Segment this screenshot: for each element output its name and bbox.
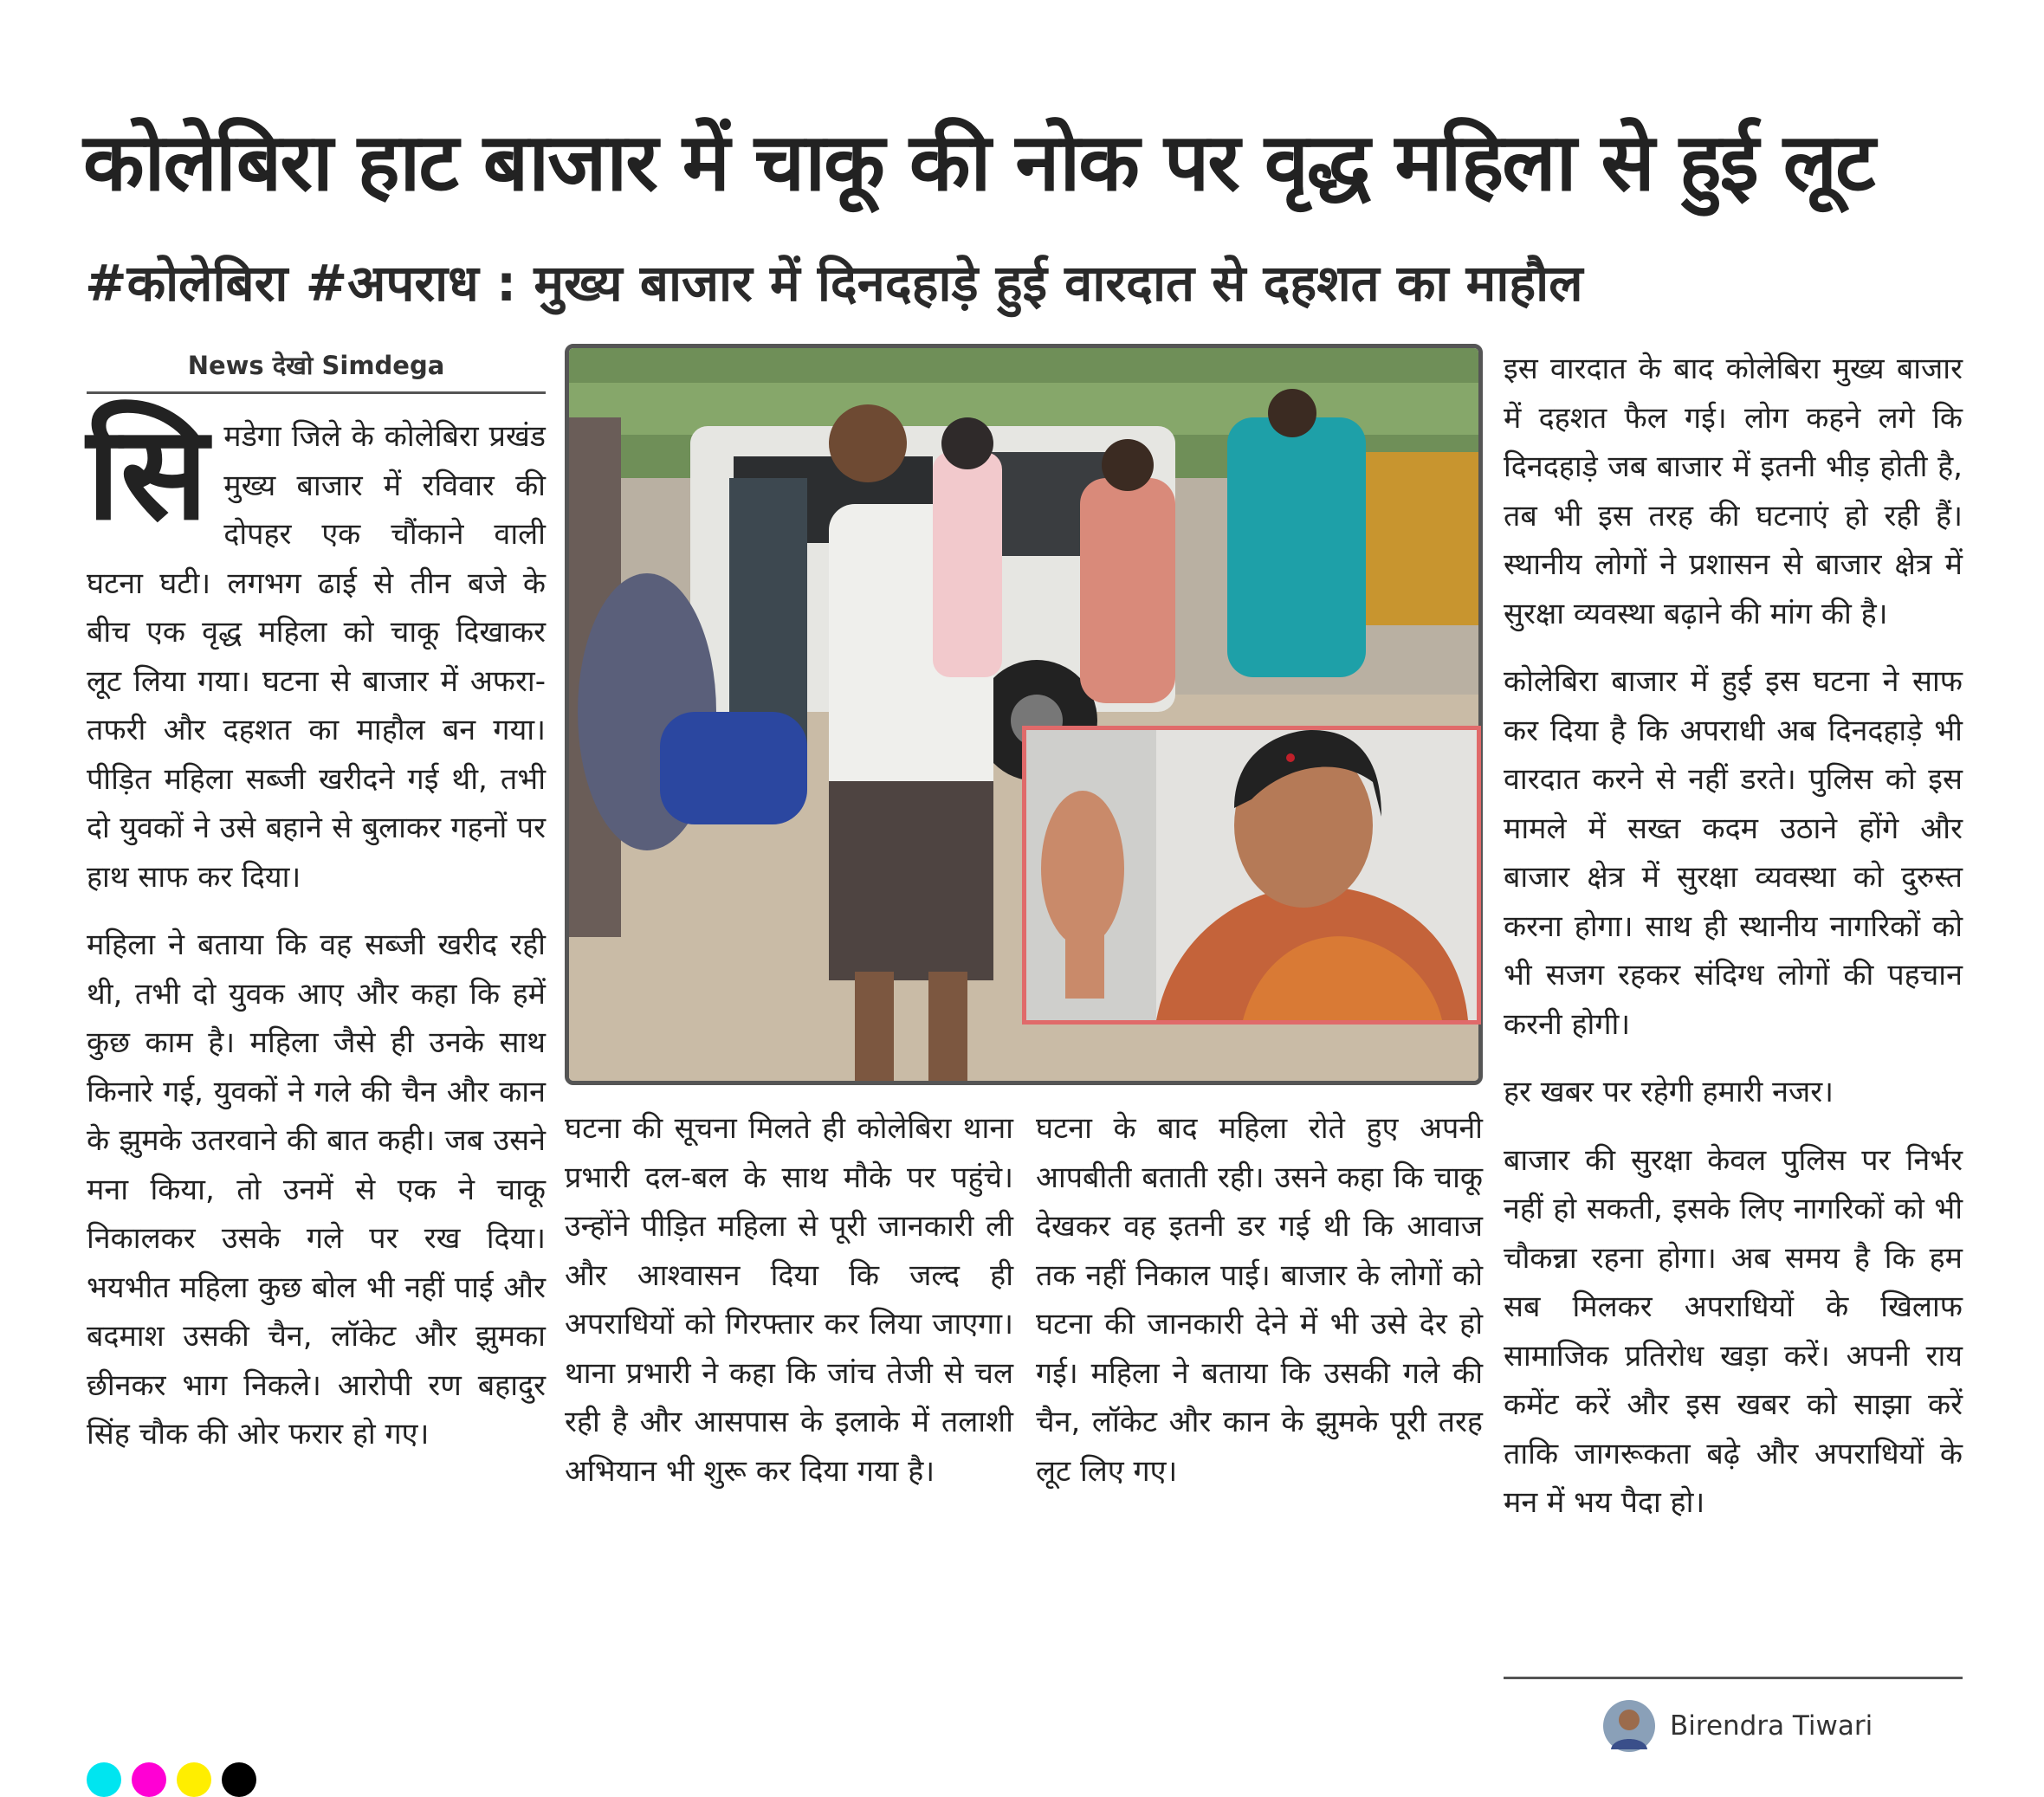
drop-cap: सि (87, 398, 209, 549)
author-divider (1504, 1677, 1963, 1679)
paragraph: हर खबर पर रहेगी हमारी नजर। (1504, 1075, 1834, 1109)
paragraph-text: मडेगा जिले के कोलेबिरा प्रखंड मुख्य बाजार में रविवार की दोपहर एक चौंकाने वाली घटना घटी। लगभग ढाई से तीन बजे के बीच एक वृद्ध महिला को चाकू दिखाकर लूट लिया गया। घटना से बाजार में अफरा-तफरी और दहशत का माहौल बन गया। पीड़ित महिला सब्जी खरीदने गई थी, तभी दो युवकों ने उसे बहाने से बुलाकर गहनों पर हाथ साफ कर दिया। (87, 419, 546, 895)
magenta-mark (132, 1762, 166, 1797)
paragraph: घटना के बाद महिला रोते हुए अपनी आपबीती बताती रही। उसने कहा कि चाकू देखकर वह इतनी डर गई थी कि आवाज तक नहीं निकाल पाई। बाजार के लोगों को घटना की जानकारी देने में भी उसे देर हो गई। महिला ने बताया कि उसकी गले की चैन, लॉकेट और कान के झुमके पूरी तरह लूट लिए गए। (1036, 1111, 1483, 1489)
article-column-1 (87, 398, 546, 1478)
black-mark (222, 1762, 256, 1797)
victim-inset-photo (1022, 726, 1481, 1025)
headline: कोलेबिरा हाट बाजार में चाकू की नोक पर वृद्ध महिला से हुई लूट (83, 116, 1874, 209)
paragraph: इस वारदात के बाद कोलेबिरा मुख्य बाजार में दहशत फैल गई। लोग कहने लगे कि दिनदहाड़े जब बाजार में इतनी भीड़ होती है, तब भी इस तरह की घटनाएं हो रही हैं। स्थानीय लोगों ने प्रशासन से बाजार क्षेत्र में सुरक्षा व्यवस्था बढ़ाने की मांग की है। (1504, 352, 1963, 631)
source-divider (87, 391, 546, 394)
article-column-4 (1504, 345, 1963, 1547)
author-avatar (1602, 1699, 1656, 1753)
woman-portrait-image (1026, 730, 1477, 1020)
cyan-mark (87, 1762, 121, 1797)
print-registration-marks (87, 1762, 256, 1797)
author-name: Birendra Tiwari (1670, 1710, 1873, 1742)
subheadline: #कोलेबिरा #अपराध : मुख्य बाजार में दिनदहाड़े हुई वारदात से दहशत का माहौल (85, 254, 1583, 313)
paragraph: बाजार की सुरक्षा केवल पुलिस पर निर्भर नहीं हो सकती, इसके लिए नागरिकों को भी चौकन्ना रहना होगा। अब समय है कि हम सब मिलकर अपराधियों के खिलाफ सामाजिक प्रतिरोध खड़ा करें। अपनी राय कमेंट करें और इस खबर को साझा करें ताकि जागरूकता बढ़े और अपराधियों के मन में भय पैदा हो। (1504, 1142, 1963, 1520)
news-source: News देखो Simdega (187, 351, 445, 380)
yellow-mark (177, 1762, 211, 1797)
paragraph: कोलेबिरा बाजार में हुई इस घटना ने साफ कर दिया है कि अपराधी अब दिनदहाड़े भी वारदात करने से नहीं डरते। पुलिस को इस मामले में सख्त कदम उठाने होंगे और बाजार क्षेत्र में सुरक्षा व्यवस्था को दुरुस्त करना होगा। साथ ही स्थानीय नागरिकों को भी सजग रहकर संदिग्ध लोगों की पहचान करनी होगी। (1504, 664, 1963, 1042)
author-byline (1602, 1697, 1873, 1755)
paragraph: घटना की सूचना मिलते ही कोलेबिरा थाना प्रभारी दल-बल के साथ मौके पर पहुंचे। उन्होंने पीड़ित महिला से पूरी जानकारी ली और आश्वासन दिया कि जल्द ही अपराधियों को गिरफ्तार कर लिया जाएगा। थाना प्रभारी ने कहा कि जांच तेजी से चल रही है और आसपास के इलाके में तलाशी अभियान भी शुरू कर दिया गया है। (565, 1111, 1013, 1489)
paragraph: महिला ने बताया कि वह सब्जी खरीद रही थी, तभी दो युवक आए और कहा कि हमें कुछ काम है। महिला जैसे ही उनके साथ किनारे गई, युवकों ने गले की चैन और कान के झुमके उतरवाने की बात कही। जब उसने मना किया, तो उनमें से एक ने चाकू निकालकर उसके गले पर रख दिया। भयभीत महिला कुछ बोल भी नहीं पाई और बदमाश उसकी चैन, लॉकेट और झुमका छीनकर भाग निकले। आरोपी रण बहादुर सिंह चौक की ओर फरार हो गए। (87, 928, 546, 1451)
paragraph (87, 398, 546, 902)
article-column-3 (1036, 1104, 1483, 1515)
article-column-2 (565, 1104, 1013, 1515)
